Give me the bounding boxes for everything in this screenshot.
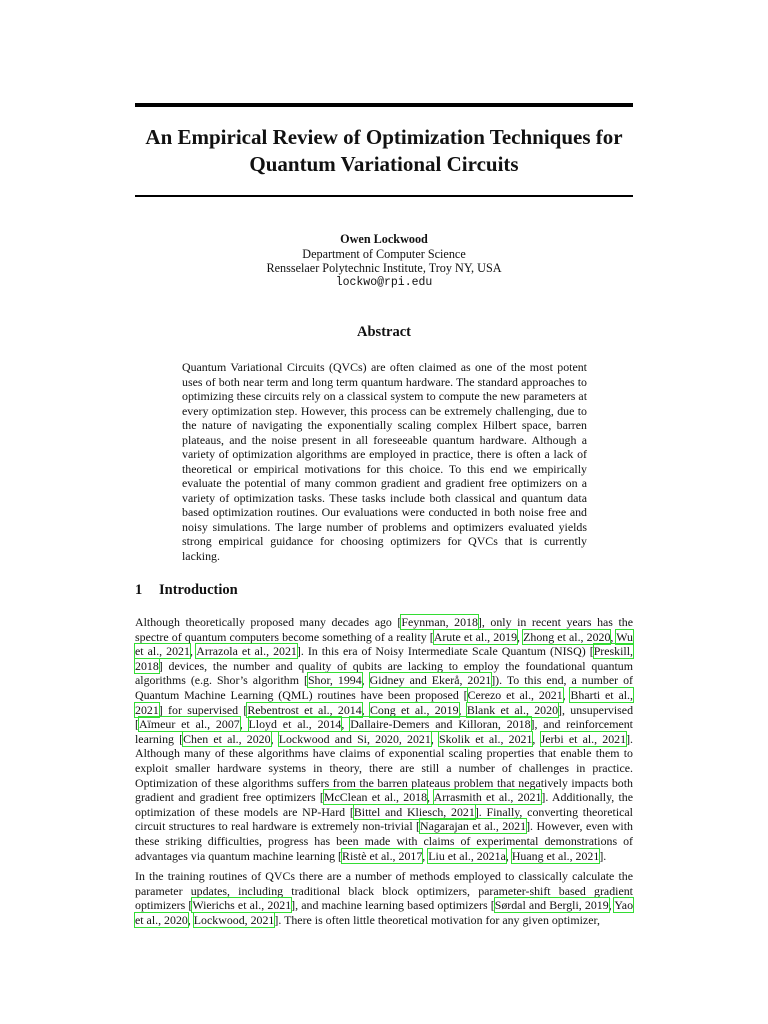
citation-link[interactable]: Skolik et al., 2021 <box>438 731 533 746</box>
author-block <box>135 232 633 290</box>
paragraph-text: ], and reinforcement learning [ <box>135 717 633 746</box>
title-bottom-rule <box>135 195 633 197</box>
paragraph-text: , <box>608 898 615 913</box>
paragraph-text: , <box>270 731 279 746</box>
paragraph-text: , <box>239 717 249 732</box>
paragraph-text: ], only in recent years has the spectre of quantum computers become something of a reality [ <box>135 615 633 644</box>
paragraph-text: ] for supervised [ <box>158 702 248 717</box>
citation-link[interactable]: Shor, 1994 <box>307 673 362 688</box>
citation-link[interactable]: Jerbi et al., 2021 <box>540 731 627 746</box>
paragraph-text: , <box>458 702 467 717</box>
citation-link[interactable]: Zhong et al., 2020 <box>523 629 611 644</box>
citation-link[interactable]: Bittel and Kliesch, 2021 <box>353 804 475 819</box>
citation-link[interactable]: Rebentrost et al., 2014 <box>247 702 362 717</box>
author-name: Owen Lockwood <box>340 232 428 246</box>
author-department: Department of Computer Science <box>302 246 466 261</box>
citation-link[interactable]: Cong et al., 2019 <box>369 702 459 717</box>
paragraph-text: ] devices, the number and quality of qubits are lacking to employ the foundational quantum algorithms (e.g. Shor’s algorithm [ <box>135 658 633 688</box>
paragraph-text: , <box>430 731 439 746</box>
paragraph-text: , <box>505 848 512 863</box>
citation-link[interactable]: McClean et al., 2018 <box>323 790 428 805</box>
section-title: Introduction <box>159 582 238 598</box>
paragraph-text: ]. Although many of these algorithms have claims of exponential scaling properties that enable them to exploit smaller hardware systems in theory, there are still a number of challenges in practice. Optimization of these algorithms suffers from the barren plateaus problem that negatively impacts both gradient and gradient free optimizers [ <box>135 731 633 805</box>
section-number: 1 <box>135 582 143 598</box>
introduction-body <box>135 615 633 933</box>
citation-link[interactable]: Arrasmith et al., 2021 <box>433 790 542 805</box>
citation-link[interactable]: Nagarajan et al., 2021 <box>420 819 527 834</box>
citation-link[interactable]: Wu et al., 2021 <box>135 629 633 659</box>
citation-link[interactable]: Huang et al., 2021 <box>511 848 600 863</box>
citation-link[interactable]: Aïmeur et al., 2007 <box>138 717 240 732</box>
citation-link[interactable]: Blank et al., 2020 <box>466 702 559 717</box>
paragraph-text: In the training routines of QVCs there are a number of methods employed to classically calculate the parameter updates, including traditional black block optimizers, parameter-shift based gradient optimizers [ <box>135 869 633 913</box>
paper-title <box>135 124 633 178</box>
paragraph-text: ]. In this era of Noisy Intermediate Scale Quantum (NISQ) [ <box>296 644 594 659</box>
paragraph-text: ]. There is often little theoretical motivation for any given optimizer, <box>274 912 600 927</box>
citation-link[interactable]: Lockwood, 2021 <box>193 912 275 927</box>
citation-link[interactable]: Yao et al., 2020 <box>135 898 634 927</box>
paragraph-text: , <box>532 731 541 746</box>
paragraph-text: , <box>562 687 571 702</box>
citation-link[interactable]: Lockwood and Si, 2020, 2021 <box>278 731 431 746</box>
paragraph-text: ], and machine learning based optimizers [ <box>291 898 495 913</box>
citation-link[interactable]: Sørdal and Bergli, 2019 <box>494 898 609 913</box>
author-email[interactable]: lockwo@rpi.edu <box>335 275 433 289</box>
citation-link[interactable]: Lloyd et al., 2014 <box>248 717 342 732</box>
title-line-1: An Empirical Review of Optimization Techniques for <box>145 125 623 149</box>
paragraph-text: ]. Additionally, the optimization of these models are NP-Hard [ <box>135 790 633 819</box>
paragraph-text: , <box>189 644 197 659</box>
citation-link[interactable]: Ristè et al., 2017 <box>342 848 423 863</box>
introduction-paragraph-2 <box>135 869 633 927</box>
paragraph-text: ], unsupervised [ <box>135 702 634 732</box>
paragraph-text: ]. <box>599 848 607 863</box>
section-heading-introduction <box>135 582 633 599</box>
title-line-2: Quantum Variational Circuits <box>249 152 519 176</box>
citation-link[interactable]: Arrazola et al., 2021 <box>196 644 297 659</box>
citation-link[interactable]: Feynman, 2018 <box>401 615 478 629</box>
title-top-rule <box>135 103 633 107</box>
citation-link[interactable]: Wierichs et al., 2021 <box>192 898 292 913</box>
citation-link[interactable]: Dallaire-Demers and Killoran, 2018 <box>350 717 531 732</box>
paragraph-text: , <box>361 702 370 717</box>
abstract-text: Quantum Variational Circuits (QVCs) are often claimed as one of the most potent uses of both near term and long term quantum hardware. The standard approaches to optimizing these circuits rely on a classical system to compute the new parameters at every optimization step. However, this process can be extremely challenging, due to the nature of navigating the exponentially scaling complex Hilbert space, barren plateaus, and the noise present in all foreseeable quantum hardware. Although a variety of optimization algorithms are employed in practice, there is often a lack of theoretical or empirical motivations for this choice. To this end we empirically evaluate the potential of many common gradient and gradient free optimizers on a variety of optimization tasks. These tasks include both classical and quantum data based optimization routines. Our evaluations were conducted in both noise free and noisy simulations. The large number of problems and optimizers evaluated yields strong empirical guidance for choosing optimizers for QVCs that is currently lacking. <box>182 360 587 563</box>
citation-link[interactable]: Liu et al., 2021a <box>428 848 506 863</box>
citation-link[interactable]: Bharti et al., 2021 <box>135 687 633 717</box>
paragraph-text: , <box>427 790 434 805</box>
paragraph-text: Although theoretically proposed many decades ago [ <box>135 615 402 629</box>
citation-link[interactable]: Gidney and Ekerå, 2021 <box>369 673 492 688</box>
abstract-heading: Abstract <box>357 324 411 340</box>
paragraph-text: ]. However, even with these striking difficulties, progress has been made with claims of experimental demonstrations of advantages via quantum machine learning [ <box>135 819 633 863</box>
paragraph-text: ]. Finally, converting theoretical circuit structures to real hardware is extremely non-trivial [ <box>135 804 633 834</box>
introduction-paragraph-1 <box>135 615 633 863</box>
paragraph-text: , <box>341 717 351 732</box>
paragraph-text: , <box>187 912 194 927</box>
citation-link[interactable]: Arute et al., 2019 <box>433 629 518 644</box>
paragraph-text: ]). To this end, a number of Quantum Machine Learning (QML) routines have been proposed [ <box>135 673 633 702</box>
author-institution: Rensselaer Polytechnic Institute, Troy NY, USA <box>266 261 502 276</box>
citation-link[interactable]: Preskill, 2018 <box>135 644 633 673</box>
paragraph-text: , <box>422 848 429 863</box>
citation-link[interactable]: Chen et al., 2020 <box>183 731 271 746</box>
citation-link[interactable]: Cerezo et al., 2021 <box>467 687 563 702</box>
paragraph-text: , <box>517 629 524 644</box>
paragraph-text: , <box>610 629 617 644</box>
paragraph-text: , <box>361 673 370 688</box>
